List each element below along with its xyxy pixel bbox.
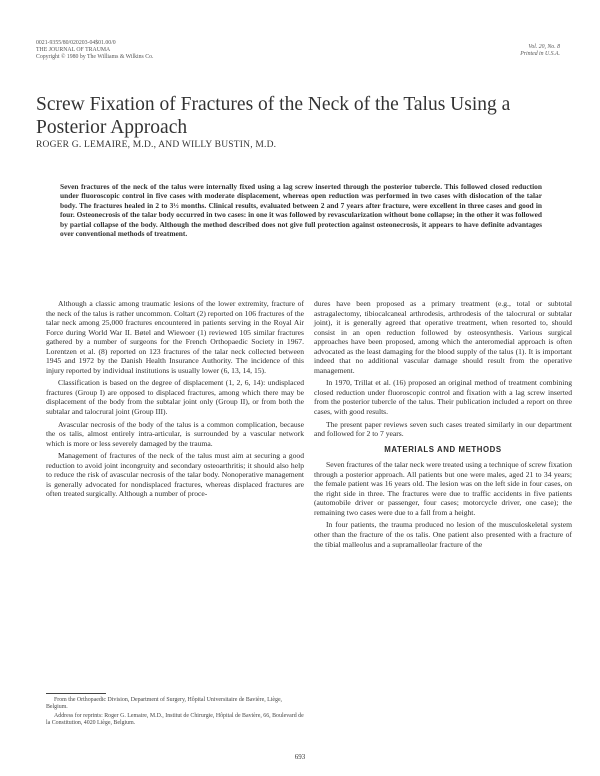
body-paragraph: In 1970, Trillat et al. (16) proposed an original method of treatment combining closed reduction under fluoroscopic control and fixation with a lag screw inserted from the posterior tubercle of the talus. Their publication included a report on three cases, with good results. [314, 378, 572, 417]
body-paragraph: Although a classic among traumatic lesions of the lower extremity, fracture of the neck of the talus is rather uncommon. Coltart (2) reported on 106 fractures of the talar neck among 25,000 fractures encountered in patients serving in the Royal Air Force during World War II. Bøtel and Wiewoer (1) reviewed 105 similar fractures gathered by a number of surgeons for the French Orthopaedic Society in 1967. Lorentzen et al. (8) reported on 123 fractures of the talar neck collected between 1945 and 1972 by the Danish Health Insurance Authority. The incidence of this injury reported by individual institutions is usually lower (6, 13, 14, 15). [46, 299, 304, 375]
page-number: 693 [294, 753, 306, 761]
body-paragraph: In four patients, the trauma produced no lesion of the musculoskeletal system other than the fracture of the os talis. One patient also presented with a fracture of the tibial malleolus and a supramalleolar fracture of the [314, 520, 572, 549]
body-paragraph: The present paper reviews seven such cases treated similarly in our department and followed for 2 to 7 years. [314, 419, 572, 439]
volume-info [520, 44, 560, 58]
body-paragraph: Classification is based on the degree of displacement (1, 2, 6, 14): undisplaced fractures (Group I) are opposed to displaced fractures, among which there may be displacement of the body from the subtalar joint only (Group II), or from both the subtalar and talocrural joint (Group III). [46, 378, 304, 417]
footnote: Address for reprints: Roger G. Lemaire, M.D., Institut de Chirurgie, Hôpital de Bavière, 66, Boulevard de la Constitution, 4020 Liège, Belgium. [46, 713, 304, 727]
journal-header [36, 40, 153, 61]
volume-line: Vol. 20, No. 8 [528, 44, 560, 50]
abstract: Seven fractures of the neck of the talus were internally fixed using a lag screw inserted through the posterior tubercle. This followed closed reduction under fluoroscopic control in five cases with moderate displacement, whereas open reduction was performed in two cases with dislocation of the talar body. The fractures healed in 2 to 3½ months. Clinical results, evaluated between 2 and 7 years after fracture, were excellent in three cases and good in four. Osteonecrosis of the talar body occurred in two cases: in one it was followed by revascularization without bone collapse; in the other it was followed by partial collapse of the body. Although the method described does not give full protection against osteonecrosis, it appears to have definite advantages over conventional methods of treatment. [60, 182, 542, 239]
printed-line: Printed in U.S.A. [520, 51, 560, 57]
body-paragraph: dures have been proposed as a primary treatment (e.g., total or subtotal astragalectomy, tibiocalcaneal arthrodesis, arthrodesis of the talocrural or subtalar joint), it is generally agreed that operative treatment, when resorted to, should consist in an open reduction followed by osteosynthesis. Various surgical approaches have been proposed, among which the anteromedial approach is often advocated as the least damaging for the blood supply of the talus (1). It is important indeed that no additional vascular damage should result from the operative management. [314, 299, 572, 375]
footnote: From the Orthopaedic Division, Department of Surgery, Hôpital Universitaire de Bavière, Liège, Belgium. [46, 697, 283, 711]
header-line: THE JOURNAL OF TRAUMA [36, 47, 111, 53]
header-line: Copyright © 1980 by The Williams & Wilkins Co. [36, 54, 154, 60]
footnote-rule [46, 693, 106, 694]
right-column [314, 299, 572, 552]
article-title: Screw Fixation of Fractures of the Neck of the Talus Using a Posterior Approach [36, 94, 511, 138]
section-heading: MATERIALS AND METHODS [384, 444, 502, 454]
left-column [46, 299, 304, 502]
header-line: 0021-9355/80/020203-04$01.00/0 [36, 40, 116, 46]
article-authors: ROGER G. LEMAIRE, M.D., AND WILLY BUSTIN, M.D. [36, 140, 277, 150]
body-paragraph: Management of fractures of the neck of the talus must aim at securing a good reduction to avoid joint incongruity and secondary osteoarthritis; it should also help to reduce the risk of avascular necrosis of the talar body. Nonoperative management is generally advocated for nondisplaced fractures, whereas displaced fractures are often treated surgically. Although a number of proce- [46, 451, 304, 499]
body-paragraph: Seven fractures of the talar neck were treated using a technique of screw fixation through a posterior approach. All patients but one were males, aged 21 to 34 years; the female patient was 16 years old. The lesion was on the left side in four cases, on the right side in three. The fractures were due to traffic accidents in five patients (automobile driver or passenger, four cases; motorcycle driver, one case); the remaining two cases were due to a fall from a height. [314, 460, 572, 517]
body-paragraph: Avascular necrosis of the body of the talus is a common complication, because the os talis, almost entirely intra-articular, is surrounded by a vascular network which is more or less severely damaged by the trauma. [46, 419, 304, 448]
footnotes [46, 697, 304, 729]
